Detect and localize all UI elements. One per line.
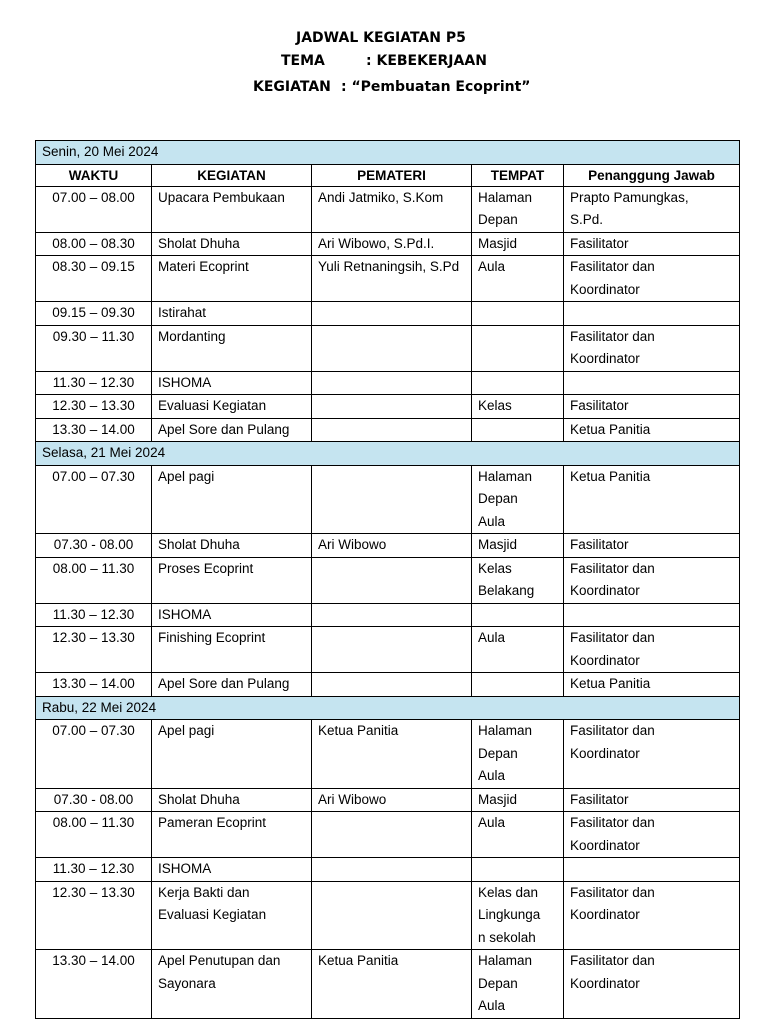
waktu-cell: 13.30 – 14.00 xyxy=(36,673,152,697)
tempat-cell: Halaman Depan Aula xyxy=(472,465,564,534)
pemateri-cell xyxy=(312,371,472,395)
table-row xyxy=(36,881,740,950)
column-header-pj: Penanggung Jawab xyxy=(564,164,740,186)
pemateri-cell: Yuli Retnaningsih, S.Pd xyxy=(312,256,472,302)
table-row xyxy=(36,673,740,697)
waktu-cell: 11.30 – 12.30 xyxy=(36,603,152,627)
penanggung-jawab-cell: Fasilitator dan Koordinator xyxy=(564,627,740,673)
pemateri-cell xyxy=(312,418,472,442)
day-label: Rabu, 22 Mei 2024 xyxy=(36,696,740,720)
penanggung-jawab-cell xyxy=(564,603,740,627)
pemateri-cell xyxy=(312,627,472,673)
tempat-cell xyxy=(472,325,564,371)
kegiatan-cell: Pameran Ecoprint xyxy=(152,812,312,858)
penanggung-jawab-cell: Fasilitator dan Koordinator xyxy=(564,720,740,789)
waktu-cell: 07.00 – 08.00 xyxy=(36,186,152,232)
waktu-cell: 09.15 – 09.30 xyxy=(36,302,152,326)
tempat-cell: Halaman Depan Aula xyxy=(472,950,564,1019)
tempat-cell xyxy=(472,858,564,882)
table-row xyxy=(36,302,740,326)
waktu-cell: 08.00 – 08.30 xyxy=(36,232,152,256)
penanggung-jawab-cell: Ketua Panitia xyxy=(564,465,740,534)
day-row xyxy=(36,141,740,165)
table-row xyxy=(36,395,740,419)
kegiatan-cell: Proses Ecoprint xyxy=(152,557,312,603)
table-row xyxy=(36,858,740,882)
waktu-cell: 13.30 – 14.00 xyxy=(36,418,152,442)
waktu-cell: 09.30 – 11.30 xyxy=(36,325,152,371)
penanggung-jawab-cell: Fasilitator xyxy=(564,232,740,256)
kegiatan-cell: Apel pagi xyxy=(152,465,312,534)
table-row xyxy=(36,418,740,442)
waktu-cell: 12.30 – 13.30 xyxy=(36,395,152,419)
tempat-cell xyxy=(472,418,564,442)
tempat-cell xyxy=(472,603,564,627)
penanggung-jawab-cell: Fasilitator dan Koordinator xyxy=(564,950,740,1019)
kegiatan-cell: Kerja Bakti dan Evaluasi Kegiatan xyxy=(152,881,312,950)
kegiatan-cell: Istirahat xyxy=(152,302,312,326)
kegiatan-cell: Sholat Dhuha xyxy=(152,232,312,256)
tempat-cell xyxy=(472,371,564,395)
pemateri-cell xyxy=(312,858,472,882)
waktu-cell: 07.30 - 08.00 xyxy=(36,788,152,812)
penanggung-jawab-cell xyxy=(564,858,740,882)
kegiatan-cell: ISHOMA xyxy=(152,603,312,627)
kegiatan-cell: Apel Sore dan Pulang xyxy=(152,673,312,697)
table-row xyxy=(36,627,740,673)
pemateri-cell xyxy=(312,557,472,603)
waktu-cell: 07.00 – 07.30 xyxy=(36,720,152,789)
tema-value: : KEBEKERJAAN xyxy=(366,53,487,69)
pemateri-cell: Ari Wibowo, S.Pd.I. xyxy=(312,232,472,256)
pemateri-cell: Ketua Panitia xyxy=(312,950,472,1019)
document-title: JADWAL KEGIATAN P5 xyxy=(296,30,466,46)
pemateri-cell xyxy=(312,465,472,534)
penanggung-jawab-cell xyxy=(564,302,740,326)
table-row xyxy=(36,256,740,302)
pemateri-cell xyxy=(312,302,472,326)
table-row xyxy=(36,603,740,627)
kegiatan-cell: Upacara Pembukaan xyxy=(152,186,312,232)
table-row xyxy=(36,812,740,858)
kegiatan-cell: Materi Ecoprint xyxy=(152,256,312,302)
waktu-cell: 13.30 – 14.00 xyxy=(36,950,152,1019)
column-header-row xyxy=(36,164,740,186)
waktu-cell: 08.00 – 11.30 xyxy=(36,557,152,603)
waktu-cell: 12.30 – 13.30 xyxy=(36,627,152,673)
table-row xyxy=(36,186,740,232)
kegiatan-label: KEGIATAN xyxy=(253,79,331,95)
penanggung-jawab-cell: Fasilitator dan Koordinator xyxy=(564,881,740,950)
table-row xyxy=(36,232,740,256)
kegiatan-cell: Evaluasi Kegiatan xyxy=(152,395,312,419)
penanggung-jawab-cell: Ketua Panitia xyxy=(564,673,740,697)
pemateri-cell: Andi Jatmiko, S.Kom xyxy=(312,186,472,232)
column-header-pemateri: PEMATERI xyxy=(312,164,472,186)
kegiatan-cell: Apel pagi xyxy=(152,720,312,789)
tempat-cell: Aula xyxy=(472,812,564,858)
table-row xyxy=(36,950,740,1019)
pemateri-cell: Ari Wibowo xyxy=(312,534,472,558)
tempat-cell xyxy=(472,302,564,326)
column-header-kegiatan: KEGIATAN xyxy=(152,164,312,186)
table-row xyxy=(36,557,740,603)
penanggung-jawab-cell: Fasilitator xyxy=(564,788,740,812)
kegiatan-cell: Sholat Dhuha xyxy=(152,788,312,812)
waktu-cell: 08.30 – 09.15 xyxy=(36,256,152,302)
penanggung-jawab-cell: Fasilitator dan Koordinator xyxy=(564,256,740,302)
penanggung-jawab-cell: Prapto Pamungkas, S.Pd. xyxy=(564,186,740,232)
day-label: Selasa, 21 Mei 2024 xyxy=(36,442,740,466)
waktu-cell: 08.00 – 11.30 xyxy=(36,812,152,858)
kegiatan-value: : “Pembuatan Ecoprint” xyxy=(341,79,531,95)
pemateri-cell: Ketua Panitia xyxy=(312,720,472,789)
tempat-cell: Kelas Belakang xyxy=(472,557,564,603)
penanggung-jawab-cell: Fasilitator dan Koordinator xyxy=(564,557,740,603)
day-label: Senin, 20 Mei 2024 xyxy=(36,141,740,165)
column-header-tempat: TEMPAT xyxy=(472,164,564,186)
penanggung-jawab-cell: Fasilitator xyxy=(564,395,740,419)
penanggung-jawab-cell xyxy=(564,371,740,395)
tempat-cell: Masjid xyxy=(472,534,564,558)
tempat-cell: Masjid xyxy=(472,788,564,812)
day-row xyxy=(36,696,740,720)
tempat-cell xyxy=(472,673,564,697)
pemateri-cell xyxy=(312,673,472,697)
tempat-cell: Aula xyxy=(472,256,564,302)
tempat-cell: Kelas dan Lingkunga n sekolah xyxy=(472,881,564,950)
waktu-cell: 11.30 – 12.30 xyxy=(36,371,152,395)
tempat-cell: Aula xyxy=(472,627,564,673)
table-row xyxy=(36,371,740,395)
tema-label: TEMA xyxy=(281,53,325,69)
pemateri-cell xyxy=(312,395,472,419)
penanggung-jawab-cell: Fasilitator dan Koordinator xyxy=(564,812,740,858)
waktu-cell: 11.30 – 12.30 xyxy=(36,858,152,882)
pemateri-cell: Ari Wibowo xyxy=(312,788,472,812)
pemateri-cell xyxy=(312,325,472,371)
schedule-table xyxy=(35,140,740,1019)
kegiatan-cell: Apel Sore dan Pulang xyxy=(152,418,312,442)
tempat-cell: Halaman Depan Aula xyxy=(472,720,564,789)
kegiatan-cell: Finishing Ecoprint xyxy=(152,627,312,673)
table-row xyxy=(36,720,740,789)
column-header-waktu: WAKTU xyxy=(36,164,152,186)
kegiatan-cell: Mordanting xyxy=(152,325,312,371)
kegiatan-cell: Sholat Dhuha xyxy=(152,534,312,558)
tempat-cell: Kelas xyxy=(472,395,564,419)
kegiatan-cell: ISHOMA xyxy=(152,371,312,395)
table-row xyxy=(36,465,740,534)
table-row xyxy=(36,325,740,371)
table-row xyxy=(36,788,740,812)
penanggung-jawab-cell: Fasilitator dan Koordinator xyxy=(564,325,740,371)
pemateri-cell xyxy=(312,603,472,627)
kegiatan-cell: Apel Penutupan dan Sayonara xyxy=(152,950,312,1019)
pemateri-cell xyxy=(312,881,472,950)
kegiatan-cell: ISHOMA xyxy=(152,858,312,882)
waktu-cell: 12.30 – 13.30 xyxy=(36,881,152,950)
tempat-cell: Halaman Depan xyxy=(472,186,564,232)
tempat-cell: Masjid xyxy=(472,232,564,256)
day-row xyxy=(36,442,740,466)
waktu-cell: 07.30 - 08.00 xyxy=(36,534,152,558)
pemateri-cell xyxy=(312,812,472,858)
waktu-cell: 07.00 – 07.30 xyxy=(36,465,152,534)
table-row xyxy=(36,534,740,558)
penanggung-jawab-cell: Fasilitator xyxy=(564,534,740,558)
penanggung-jawab-cell: Ketua Panitia xyxy=(564,418,740,442)
